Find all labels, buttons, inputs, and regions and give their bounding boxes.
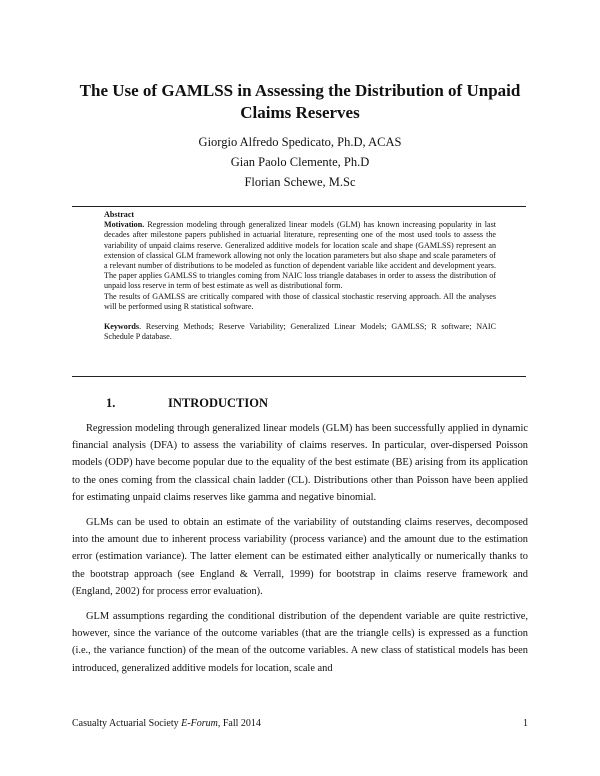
paper-title: The Use of GAMLSS in Assessing the Distribution of Unpaid Claims Reserves bbox=[79, 81, 521, 122]
section-heading bbox=[106, 396, 268, 411]
page-footer bbox=[72, 718, 528, 729]
journal-forum: E-Forum bbox=[181, 718, 218, 729]
abstract-heading: Abstract bbox=[104, 210, 135, 219]
motivation-label: Motivation. bbox=[104, 220, 145, 230]
keywords-label: Keywords bbox=[104, 322, 140, 332]
motivation-text: Regression modeling through generalized linear models (GLM) has known increasing popularity in last decades after milestone papers published in actuarial literature, representing one of the most used tools to assess the variability of unpaid claims reserve. Generalized additive models for location scale and shape (GAMLSS) represent an extension of classical GLM framework allowing not only the location parameters but also shape and scale parameters of a relevant number of distributions to be modeled as function of dependent variable like accident and development years. The paper applies GAMLSS to triangles coming from NAIC loss triangle databases in order to assess the distribution of unpaid loss reserve in term of best estimate as well as distributional form. bbox=[104, 220, 496, 291]
body-paragraph: Regression modeling through generalized linear models (GLM) has been successfully applied in dynamic financial analysis (DFA) to assess the variability of claims reserves. In particular, over-dispersed Poisson models (ODP) have become popular due to the equality of the best estimate (BE) arising from its application to the ones coming from the classical chain ladder (CL). Distributions other than Poisson have been applied for estimating unpaid claims reserves like gamma and negative binomial. bbox=[72, 423, 528, 503]
journal-citation bbox=[72, 718, 261, 729]
abstract-bottom-rule bbox=[72, 376, 526, 377]
page-number: 1 bbox=[523, 718, 528, 729]
abstract-block bbox=[104, 210, 496, 342]
journal-issue: , Fall 2014 bbox=[217, 718, 261, 729]
author-name: Giorgio Alfredo Spedicato, Ph.D, ACAS bbox=[198, 135, 402, 149]
results-text: The results of GAMLSS are critically compared with those of classical stochastic reserving approach. All the analyses will be performed using R statistical software. bbox=[104, 291, 496, 311]
body-text bbox=[72, 420, 528, 685]
keywords-text: . Reserving Methods; Reserve Variability; Generalized Linear Models; GAMLSS; R software; NAIC Schedule P database. bbox=[104, 322, 496, 342]
author-name: Gian Paolo Clemente, Ph.D bbox=[230, 155, 370, 169]
body-paragraph: GLMs can be used to obtain an estimate of the variability of outstanding claims reserves, decomposed into the amount due to inherent process variability (process variance) and the amount due to the estimation error (estimation variance). The latter element can be estimated either analytically or numerically thanks to the bootstrap approach (see England & Verrall, 1999) for bootstrap in claims reserve framework and (England, 2002) for process error evaluation). bbox=[72, 517, 528, 597]
author-name: Florian Schewe, M.Sc bbox=[244, 175, 356, 189]
body-paragraph: GLM assumptions regarding the conditional distribution of the dependent variable are quite restrictive, however, since the variance of the outcome variables (that are the triangle cells) is expressed as a function (i.e., the variance function) of the mean of the outcome variables. A new class of statistical models has been introduced, generalized additive models for location, scale and bbox=[72, 611, 528, 674]
section-number: 1. bbox=[106, 396, 116, 410]
abstract-top-rule bbox=[72, 206, 526, 207]
section-title: INTRODUCTION bbox=[168, 396, 269, 410]
journal-name: Casualty Actuarial Society bbox=[72, 718, 182, 729]
author-list bbox=[60, 132, 540, 192]
